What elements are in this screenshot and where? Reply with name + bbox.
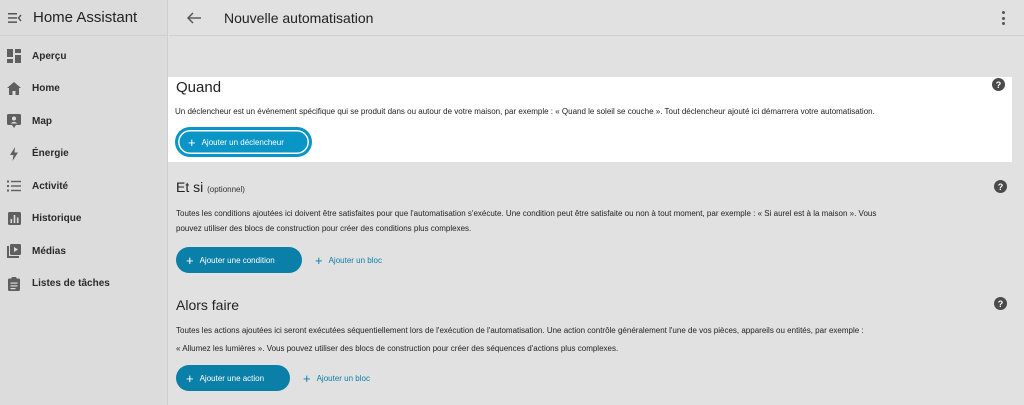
clipboard-icon [6,276,22,292]
back-arrow-icon[interactable] [186,10,202,26]
sidebar-item-apercu[interactable] [0,40,167,73]
section-description-alors-line2: « Allumez les lumières ». Vous pouvez utiliser des blocs de construction pour créer des séquences d'actions plus complexes. [176,344,619,353]
add-block-label: Ajouter un bloc [316,373,370,383]
page-title: Nouvelle automatisation [224,9,374,26]
sidebar-item-home[interactable] [0,73,167,106]
plus-icon: + [186,252,194,268]
plus-icon: + [315,252,323,268]
section-et-si [168,172,1012,282]
optional-label: (optionnel) [207,185,245,194]
sidebar-item-label: Énergie [32,148,69,160]
sidebar-item-label: Médias [32,245,66,257]
help-icon[interactable]: ? [992,78,1005,91]
add-block-label: Ajouter un bloc [328,255,382,265]
sidebar-item-label: Activité [32,180,69,192]
more-options-icon[interactable] [1000,11,1006,25]
add-block-link[interactable] [315,247,382,273]
add-condition-label: Ajouter une condition [199,255,275,265]
add-action-label: Ajouter une action [199,373,265,383]
home-icon [6,81,22,97]
menu-collapse-icon[interactable] [7,10,23,26]
list-icon [6,178,22,194]
sidebar-item-listes-de-taches[interactable] [0,268,167,301]
sidebar-item-label: Aperçu [32,50,67,62]
section-quand [168,77,1012,162]
add-trigger-label: Ajouter un déclencheur [201,137,284,147]
section-alors-faire [168,291,1012,401]
app-title: Home Assistant [33,9,138,26]
sidebar-item-activite[interactable] [0,170,167,203]
map-icon [6,113,22,129]
help-icon[interactable]: ? [994,180,1007,193]
section-description-et-si-line1: Toutes les conditions ajoutées ici doivent être satisfaites pour que l'automatisation s'exécute. Une condition peut être satisfaite ou non à tout moment, par exemple : « Si aurel est à la maison ». Vous [176,209,877,218]
sidebar-item-label: Historique [32,213,82,225]
section-title-alors-faire: Alors faire [176,297,240,313]
sidebar [0,0,168,405]
section-title-quand: Quand [176,79,222,96]
add-block-link[interactable] [303,365,370,391]
section-title-et-si: Et si (optionnel) [176,179,245,195]
plus-icon: + [303,370,311,386]
sidebar-item-historique[interactable] [0,203,167,236]
dashboard-icon [6,48,22,64]
sidebar-item-label: Listes de tâches [32,278,110,290]
sidebar-item-energie[interactable] [0,138,167,171]
sidebar-item-medias[interactable] [0,235,167,268]
sidebar-header [0,0,167,36]
sidebar-item-label: Map [32,115,52,127]
section-description-quand: Un déclencheur est un événement spécifique qui se produit dans ou autour de votre maison, par exemple : « Quand le soleil se couche ». Tout déclencheur ajouté ici démarrera votre automatisation. [175,107,875,116]
lightning-icon [6,146,22,162]
plus-icon: + [188,134,196,150]
media-icon [6,243,22,259]
section-description-alors-line1: Toutes les actions ajoutées ici seront exécutées séquentiellement lors de l'exécution de l'automatisation. Une action contrôle généralement l'une de vos pièces, appareils ou entités, par exemple : [176,326,864,335]
add-trigger-button[interactable] [176,128,311,156]
top-bar [169,0,1024,36]
chart-icon [6,211,22,227]
add-condition-button[interactable] [176,247,302,273]
sidebar-item-label: Home [32,83,60,95]
plus-icon: + [186,370,194,386]
add-action-button[interactable] [176,365,290,391]
help-icon[interactable]: ? [994,297,1007,310]
sidebar-item-map[interactable] [0,105,167,138]
section-description-et-si-line2: pouvez utiliser des blocs de construction pour créer des conditions plus complexes. [176,224,472,233]
